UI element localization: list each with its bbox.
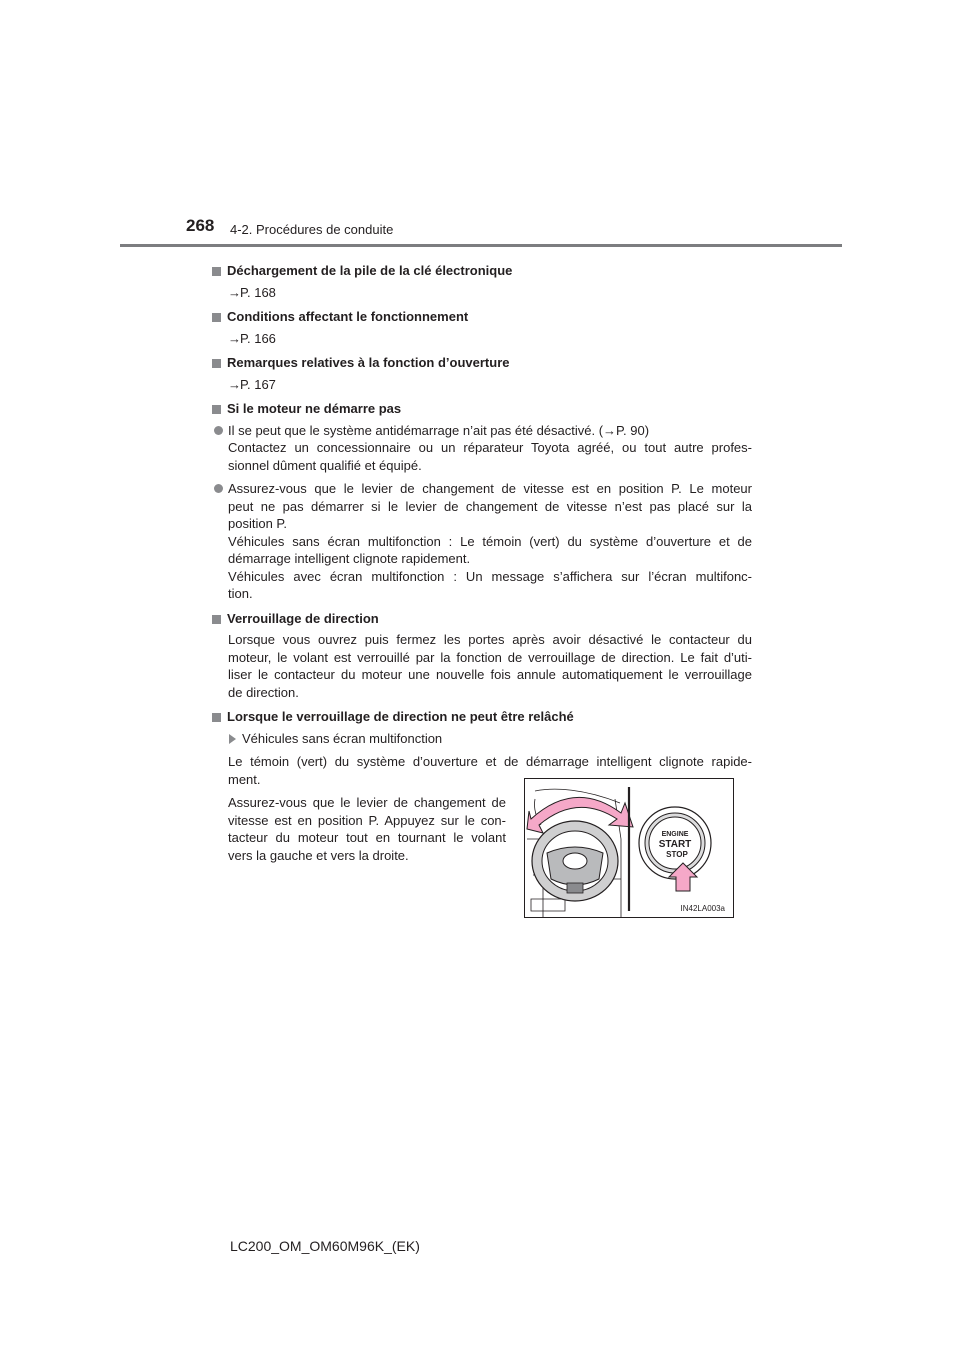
- para-steering-lock: Lorsque vous ouvrez puis fermez les portes après avoir désactivé le contacteur du moteur, le volant est verrouillé par la fonction de verrouillage de direction. Le fait d’uti- liser le contacteur du moteur une nouvelle fois annule automatiquement le verrouillage de direction.: [228, 632, 752, 700]
- round-bullet-icon: [214, 484, 223, 493]
- round-bullet-icon: [214, 426, 223, 435]
- ref-s1[interactable]: →P. 168: [228, 284, 276, 300]
- heading-s1: Déchargement de la pile de la clé électronique: [212, 262, 752, 280]
- figure-caption-text: Assurez-vous que le levier de changement de vitesse est en position P. Appuyez sur le con- tacteur du moteur tout en tournant le volant vers la gauche et vers la droite.: [228, 795, 506, 863]
- steering-wheel-icon: [532, 821, 618, 901]
- square-bullet-icon: [212, 405, 221, 414]
- arrow-right-icon: →: [228, 376, 241, 392]
- heading-s4: Si le moteur ne démarre pas: [212, 400, 752, 418]
- square-bullet-icon: [212, 713, 221, 722]
- heading-s3: Remarques relatives à la fonction d’ouverture: [212, 354, 752, 372]
- heading-s2: Conditions affectant le fonctionnement: [212, 308, 752, 326]
- triangle-bullet-icon: [229, 734, 236, 744]
- section-title: 4-2. Procédures de conduite: [230, 222, 394, 237]
- heading-s6: Lorsque le verrouillage de direction ne peut être relâché: [212, 708, 752, 726]
- ref-s3[interactable]: →P. 167: [228, 376, 276, 392]
- figure-code: IN42LA003a: [680, 904, 725, 913]
- page-content: [212, 255, 752, 864]
- arrow-right-icon: →: [603, 422, 617, 438]
- square-bullet-icon: [212, 359, 221, 368]
- square-bullet-icon: [212, 615, 221, 624]
- square-bullet-icon: [212, 267, 221, 276]
- illustration-svg: [525, 779, 733, 917]
- header-rule: [120, 244, 842, 247]
- illustration-steering-engine-button: [524, 778, 734, 918]
- page-number: 268: [186, 216, 215, 235]
- bullet-shift-lever: Assurez-vous que le levier de changement de vitesse est en position P. Le moteur peut ne pas démarrer si le levier de changement de vitesse n’est pas placé sur la position P. Véhicules sans écran multifonction : Le témoin (vert) du système d’ouverture et de démarrage intelligent clignote rapidement. Véhicules avec écran multifonction : Un message s’affichera sur l’écran multifonc- tion.: [212, 480, 752, 603]
- item-no-display: Véhicules sans écran multifonction: [212, 730, 752, 748]
- para-indicator: Le témoin (vert) du système d’ouverture et de démarrage intelligent clignote rapide- ment.: [228, 754, 752, 787]
- arrow-right-icon: →: [228, 330, 241, 346]
- ref-s2[interactable]: →P. 166: [228, 330, 276, 346]
- heading-s5: Verrouillage de direction: [212, 610, 752, 628]
- footer-doc-id: LC200_OM_OM60M96K_(EK): [230, 1238, 420, 1254]
- arrow-right-icon: →: [228, 284, 241, 300]
- button-label-start: START: [658, 839, 692, 850]
- button-label-engine: ENGINE: [661, 831, 689, 838]
- button-label-stop: STOP: [666, 850, 688, 859]
- square-bullet-icon: [212, 313, 221, 322]
- bullet-immobilizer: Il se peut que le système antidémarrage n’ait pas été désactivé. (→P. 90) Contactez un concessionnaire ou un réparateur Toyota agréé, ou tout autre profes- sionnel dûment qualifié et équipé.: [212, 422, 752, 475]
